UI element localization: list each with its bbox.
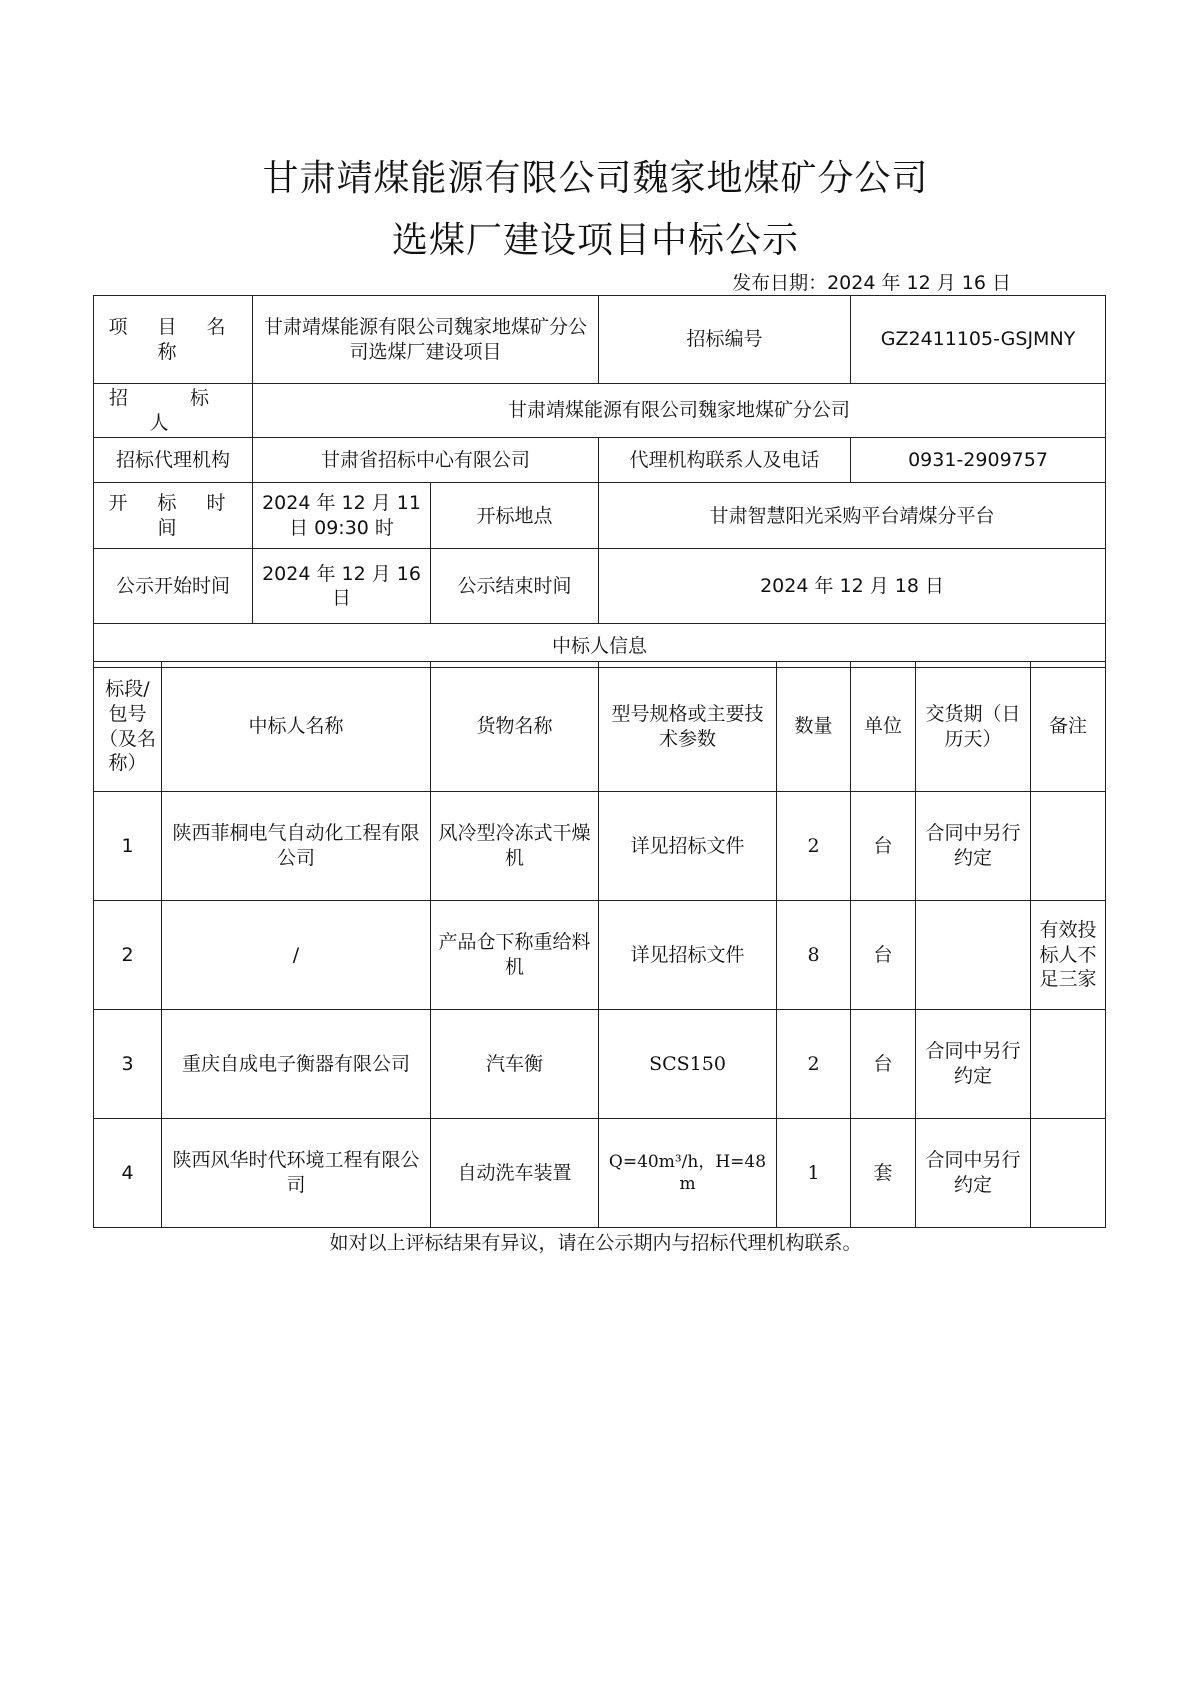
cell-qty: 1 (777, 1119, 851, 1228)
header-goods: 货物名称 (431, 662, 599, 792)
cell-qty: 8 (777, 901, 851, 1010)
cell-winner: 陕西菲桐电气自动化工程有限公司 (162, 792, 431, 901)
winner-section-title: 中标人信息 (94, 624, 1106, 668)
cell-delivery: 合同中另行约定 (916, 792, 1031, 901)
contact-value: 0931-2909757 (851, 438, 1106, 483)
contact-label: 代理机构联系人及电话 (599, 438, 851, 483)
cell-winner: / (162, 901, 431, 1010)
cell-lot: 1 (94, 792, 162, 901)
open-time-label: 开 标 时 间 (94, 483, 253, 549)
open-place-value: 甘肃智慧阳光采购平台靖煤分平台 (599, 483, 1106, 549)
cell-remark (1031, 792, 1106, 901)
notice-end-label: 公示结束时间 (431, 549, 599, 624)
notice-end-value: 2024 年 12 月 18 日 (599, 549, 1106, 624)
header-delivery: 交货期（日历天） (916, 662, 1031, 792)
cell-lot: 3 (94, 1010, 162, 1119)
header-remark: 备注 (1031, 662, 1106, 792)
open-time-value: 2024 年 12 月 11 日 09:30 时 (253, 483, 431, 549)
cell-remark: 有效投标人不足三家 (1031, 901, 1106, 1010)
cell-winner: 陕西风华时代环境工程有限公司 (162, 1119, 431, 1228)
agency-value: 甘肃省招标中心有限公司 (253, 438, 599, 483)
cell-lot: 4 (94, 1119, 162, 1228)
agency-label: 招标代理机构 (94, 438, 253, 483)
winner-table (93, 661, 1106, 1228)
cell-winner: 重庆自成电子衡器有限公司 (162, 1010, 431, 1119)
cell-qty: 2 (777, 792, 851, 901)
table-row (94, 1119, 1106, 1228)
cell-goods: 产品仓下称重给料机 (431, 901, 599, 1010)
header-winner: 中标人名称 (162, 662, 431, 792)
cell-remark (1031, 1010, 1106, 1119)
notice-start-value: 2024 年 12 月 16 日 (253, 549, 431, 624)
cell-goods: 风冷型冷冻式干燥机 (431, 792, 599, 901)
header-unit: 单位 (851, 662, 916, 792)
cell-qty: 2 (777, 1010, 851, 1119)
cell-unit: 套 (851, 1119, 916, 1228)
footer-note: 如对以上评标结果有异议，请在公示期内与招标代理机构联系。 (329, 1232, 862, 1254)
cell-spec: 详见招标文件 (599, 901, 777, 1010)
project-name-label: 项 目 名 称 (94, 296, 253, 384)
bid-number-label: 招标编号 (599, 296, 851, 384)
open-place-label: 开标地点 (431, 483, 599, 549)
cell-lot: 2 (94, 901, 162, 1010)
notice-start-label: 公示开始时间 (94, 549, 253, 624)
cell-unit: 台 (851, 792, 916, 901)
project-info-table (93, 295, 1106, 668)
cell-unit: 台 (851, 1010, 916, 1119)
cell-delivery (916, 901, 1031, 1010)
header-spec: 型号规格或主要技术参数 (599, 662, 777, 792)
project-name-value: 甘肃靖煤能源有限公司魏家地煤矿分公司选煤厂建设项目 (253, 296, 599, 384)
cell-unit: 台 (851, 901, 916, 1010)
table-row (94, 901, 1106, 1010)
tenderer-label: 招 标 人 (94, 384, 253, 438)
table-row (94, 1010, 1106, 1119)
header-lot: 标段/包号（及名称） (94, 662, 162, 792)
document-title-line1: 甘肃靖煤能源有限公司魏家地煤矿分公司 (262, 158, 929, 199)
cell-spec: SCS150 (599, 1010, 777, 1119)
document-title-line2: 选煤厂建设项目中标公示 (391, 220, 799, 261)
cell-delivery: 合同中另行约定 (916, 1119, 1031, 1228)
cell-remark (1031, 1119, 1106, 1228)
publish-date: 发布日期：2024 年 12 月 16 日 (732, 272, 1011, 294)
header-qty: 数量 (777, 662, 851, 792)
cell-spec: 详见招标文件 (599, 792, 777, 901)
table-row (94, 792, 1106, 901)
tenderer-value: 甘肃靖煤能源有限公司魏家地煤矿分公司 (253, 384, 1106, 438)
cell-goods: 汽车衡 (431, 1010, 599, 1119)
cell-spec: Q=40m³/h，H=48m (599, 1119, 777, 1228)
bid-number-value: GZ2411105-GSJMNY (851, 296, 1106, 384)
cell-delivery: 合同中另行约定 (916, 1010, 1031, 1119)
cell-goods: 自动洗车装置 (431, 1119, 599, 1228)
